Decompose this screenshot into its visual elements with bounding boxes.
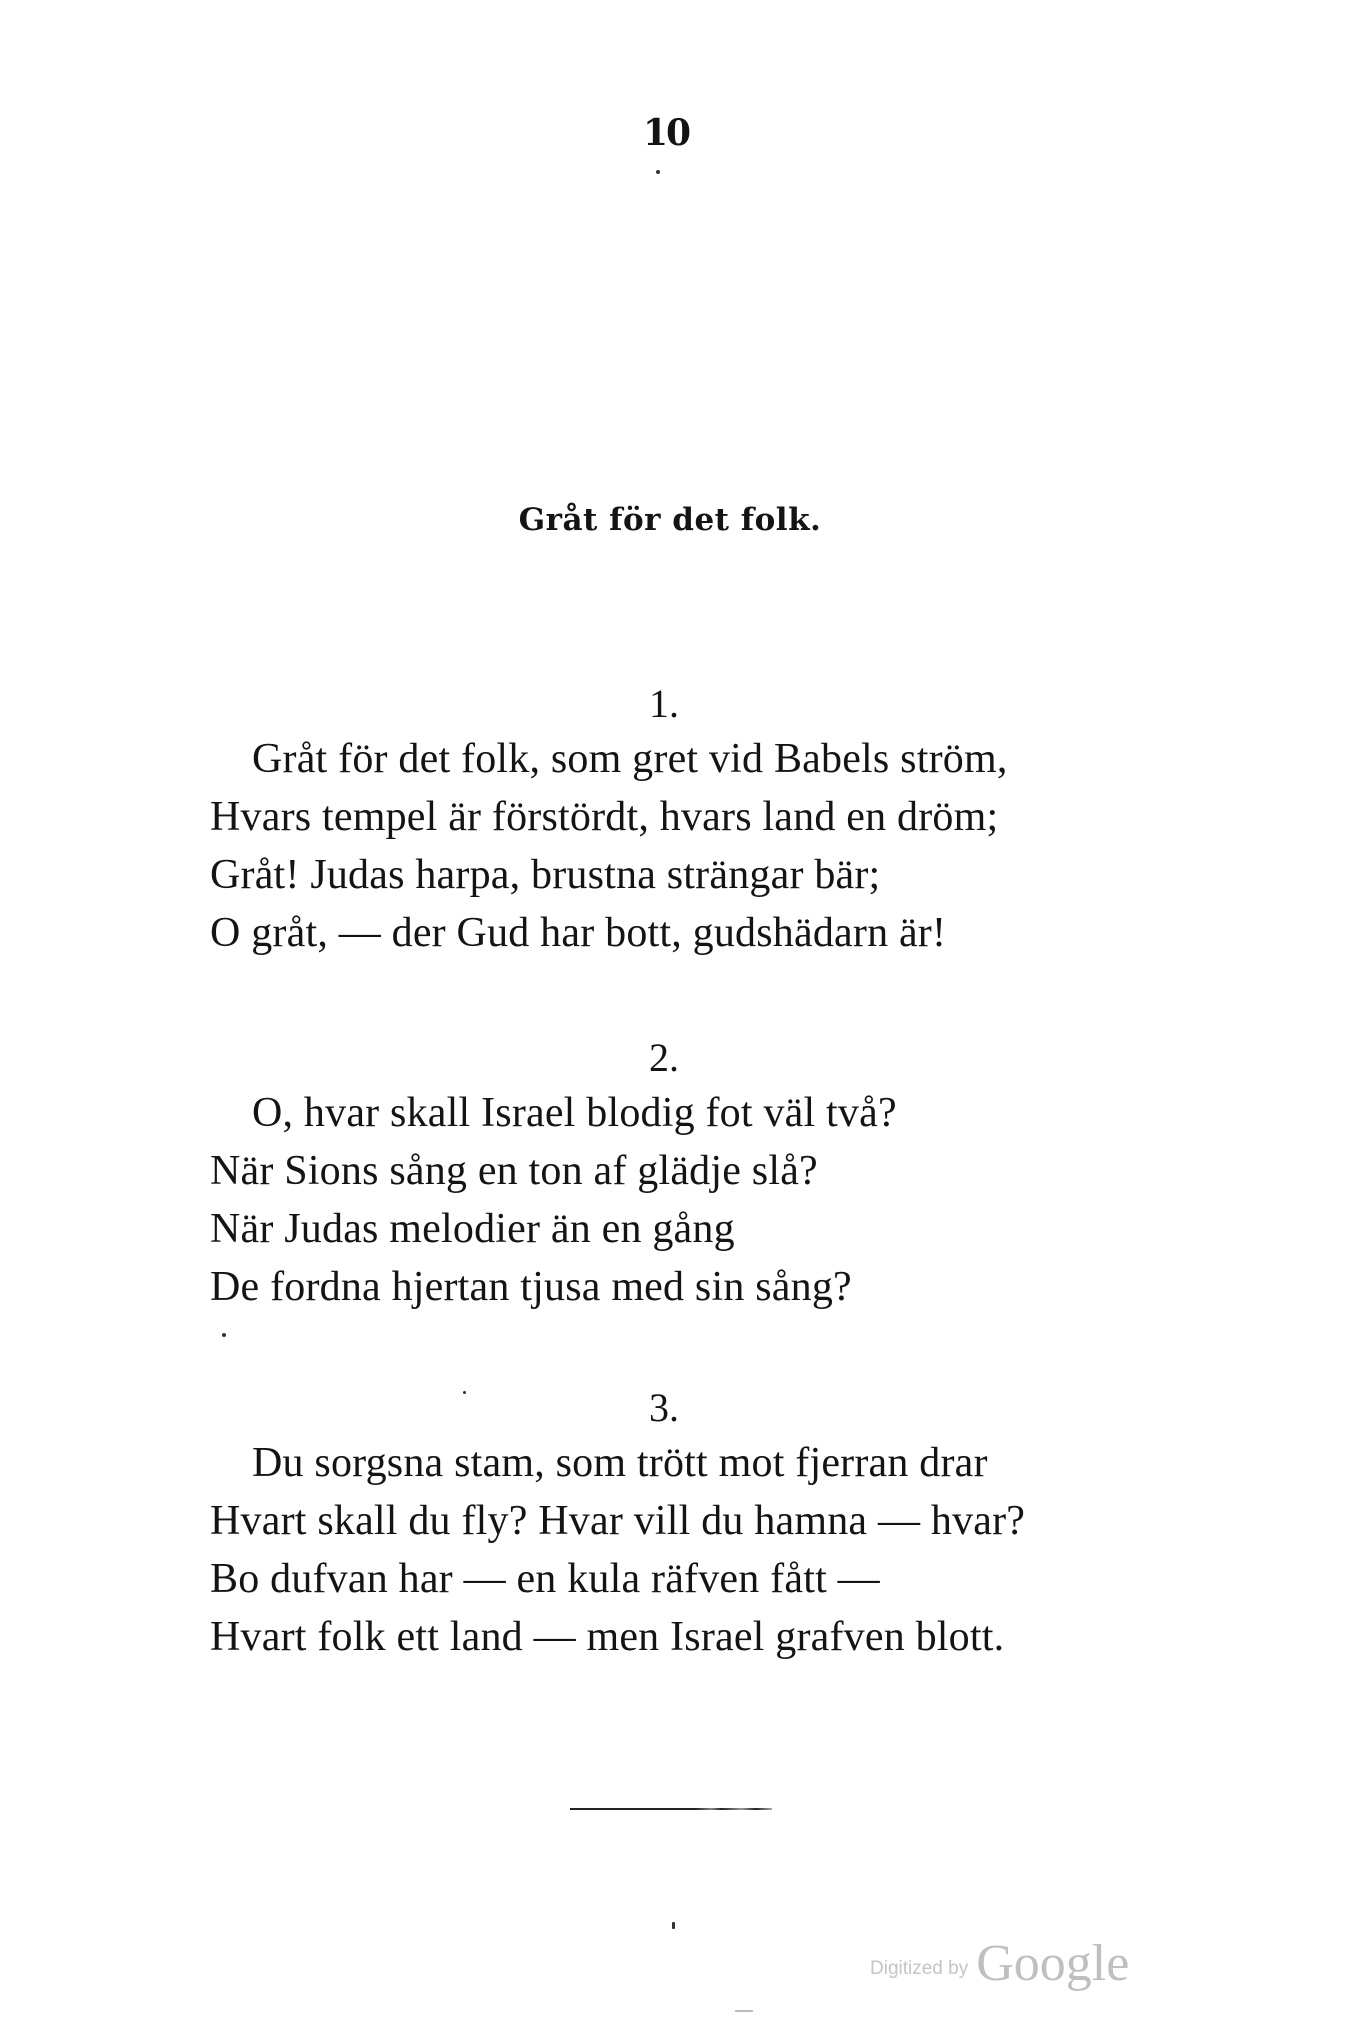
scan-speck <box>672 1922 675 1929</box>
stanza-number: 3. <box>649 1385 679 1430</box>
poem-line: De fordna hjertan tjusa med sin sång? <box>210 1264 852 1310</box>
poem-line: O gråt, — der Gud har bott, gudshädarn är! <box>210 910 947 956</box>
poem-line: När Sions sång en ton af glädje slå? <box>210 1148 818 1194</box>
stanza-number: 1. <box>649 681 679 726</box>
poem-line: Gråt för det folk, som gret vid Babels ström, <box>252 736 1008 782</box>
digitized-watermark <box>870 1934 1129 1993</box>
poem-line: Bo dufvan har — en kula räfven fått — <box>210 1556 880 1602</box>
scan-speck <box>463 1391 466 1394</box>
poem-title: Gråt för det folk. <box>518 502 822 538</box>
poem-line: Hvart skall du fly? Hvar vill du hamna — hvar? <box>210 1498 1026 1544</box>
poem-line: O, hvar skall Israel blodig fot väl två? <box>252 1090 897 1136</box>
scan-speck <box>222 1333 226 1337</box>
closing-rule <box>570 1808 772 1810</box>
page-number: 10 <box>642 112 690 154</box>
watermark-prefix: Digitized by <box>870 1958 969 1979</box>
stanza-number: 2. <box>649 1035 679 1080</box>
google-logo: Google <box>976 1935 1130 1992</box>
poem-line: Gråt! Judas harpa, brustna strängar bär; <box>210 852 881 898</box>
poem-line: Hvart folk ett land — men Israel grafven blott. <box>210 1614 1005 1660</box>
poem-line: Hvars tempel är förstördt, hvars land en dröm; <box>210 794 999 840</box>
scan-speck <box>735 2010 753 2012</box>
scan-speck <box>656 170 660 174</box>
poem-line: Du sorgsna stam, som trött mot fjerran drar <box>252 1440 988 1486</box>
poem-line: När Judas melodier än en gång <box>210 1206 735 1252</box>
